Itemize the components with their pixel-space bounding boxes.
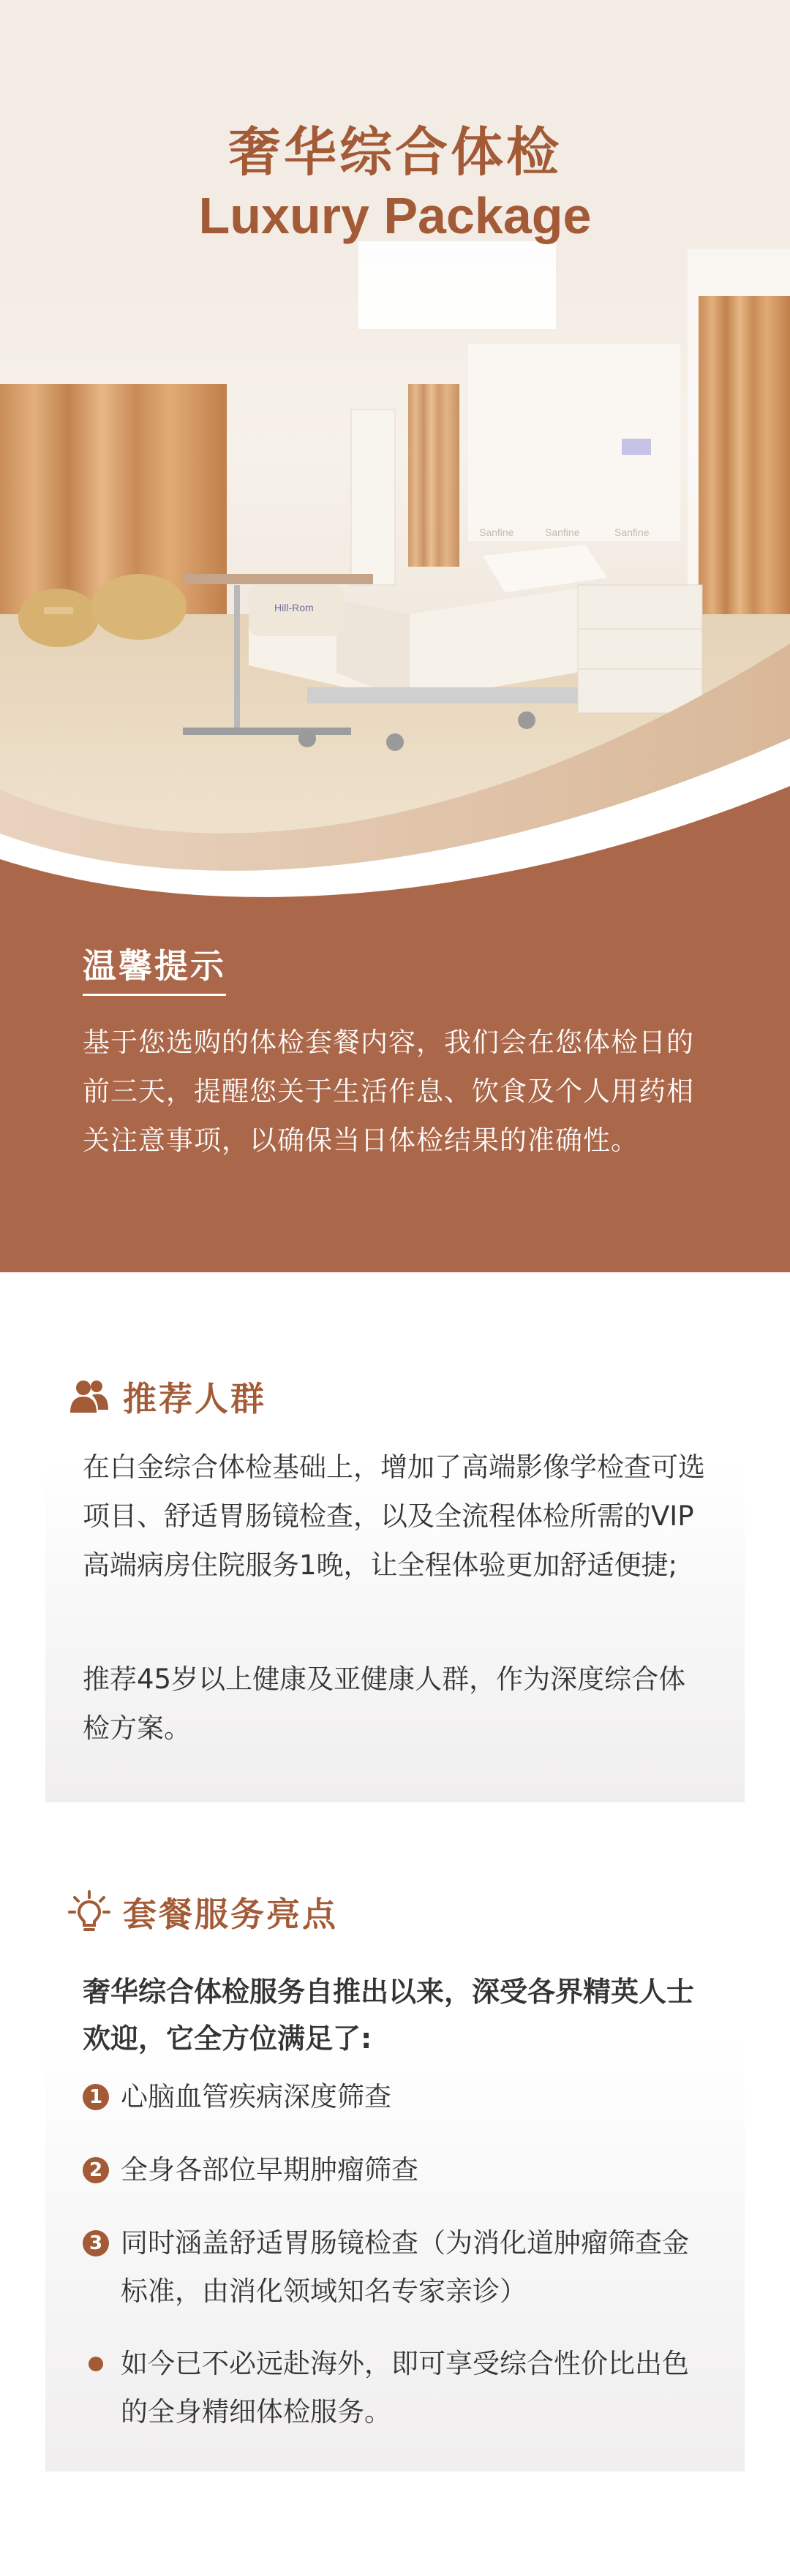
- notice-title: 温馨提示: [83, 940, 226, 996]
- wall-brand-text-2: Sanfine: [545, 526, 580, 538]
- lightbulb-icon: [67, 1890, 111, 1934]
- number-badge-icon: 3: [83, 2230, 109, 2256]
- wall-brand-text-1: Sanfine: [479, 526, 514, 538]
- list-item: [83, 2073, 712, 2121]
- page-subtitle: Luxury Package: [198, 187, 592, 244]
- list-item-text: 同时涵盖舒适胃肠镜检查（为消化道肿瘤筛查金标准，由消化领域知名专家亲诊）: [121, 2227, 689, 2307]
- recommended-header: [67, 1371, 266, 1422]
- list-item-text: 全身各部位早期肿瘤筛查: [121, 2154, 418, 2186]
- hero-section: [0, 0, 790, 1272]
- page-title: 奢华综合体检: [227, 121, 562, 183]
- highlights-intro: 奢华综合体检服务自推出以来，深受各界精英人士欢迎，它全方位满足了:: [83, 1976, 695, 2055]
- list-item-text: 如今已不必远赴海外，即可享受综合性价比出色的全身精细体检服务。: [121, 2348, 689, 2428]
- recommended-title: 推荐人群: [123, 1379, 266, 1419]
- recommended-paragraph: 推荐45岁以上健康及亚健康人群，作为深度综合体检方案。: [83, 1663, 686, 1744]
- recommended-card: [45, 1316, 745, 1802]
- list-item: [83, 2219, 712, 2316]
- highlights-card: [45, 1843, 745, 2471]
- number-badge-icon: 1: [83, 2084, 109, 2110]
- wall-brand-text-3: Sanfine: [614, 526, 650, 538]
- list-item-text: 心脑血管疾病深度筛查: [121, 2081, 391, 2112]
- bullet-dot-icon: [89, 2357, 103, 2371]
- people-icon: [67, 1375, 111, 1419]
- list-item: [83, 2146, 712, 2194]
- list-item: [83, 2340, 712, 2436]
- highlights-title: 套餐服务亮点: [123, 1895, 338, 1934]
- highlights-header: [67, 1886, 338, 1938]
- recommended-paragraph: 在白金综合体检基础上，增加了高端影像学检查可选项目、舒适胃肠镜检查，以及全流程体检所需的VIP高端病房住院服务1晚，让全程体验更加舒适便捷;: [83, 1451, 705, 1581]
- number-badge-icon: 2: [83, 2157, 109, 2183]
- notice-body: 基于您选购的体检套餐内容，我们会在您体检日的前三天，提醒您关于生活作息、饮食及个人用药相关注意事项，以确保当日体检结果的准确性。: [83, 1027, 694, 1156]
- bed-brand-label: Hill-Rom: [274, 602, 314, 613]
